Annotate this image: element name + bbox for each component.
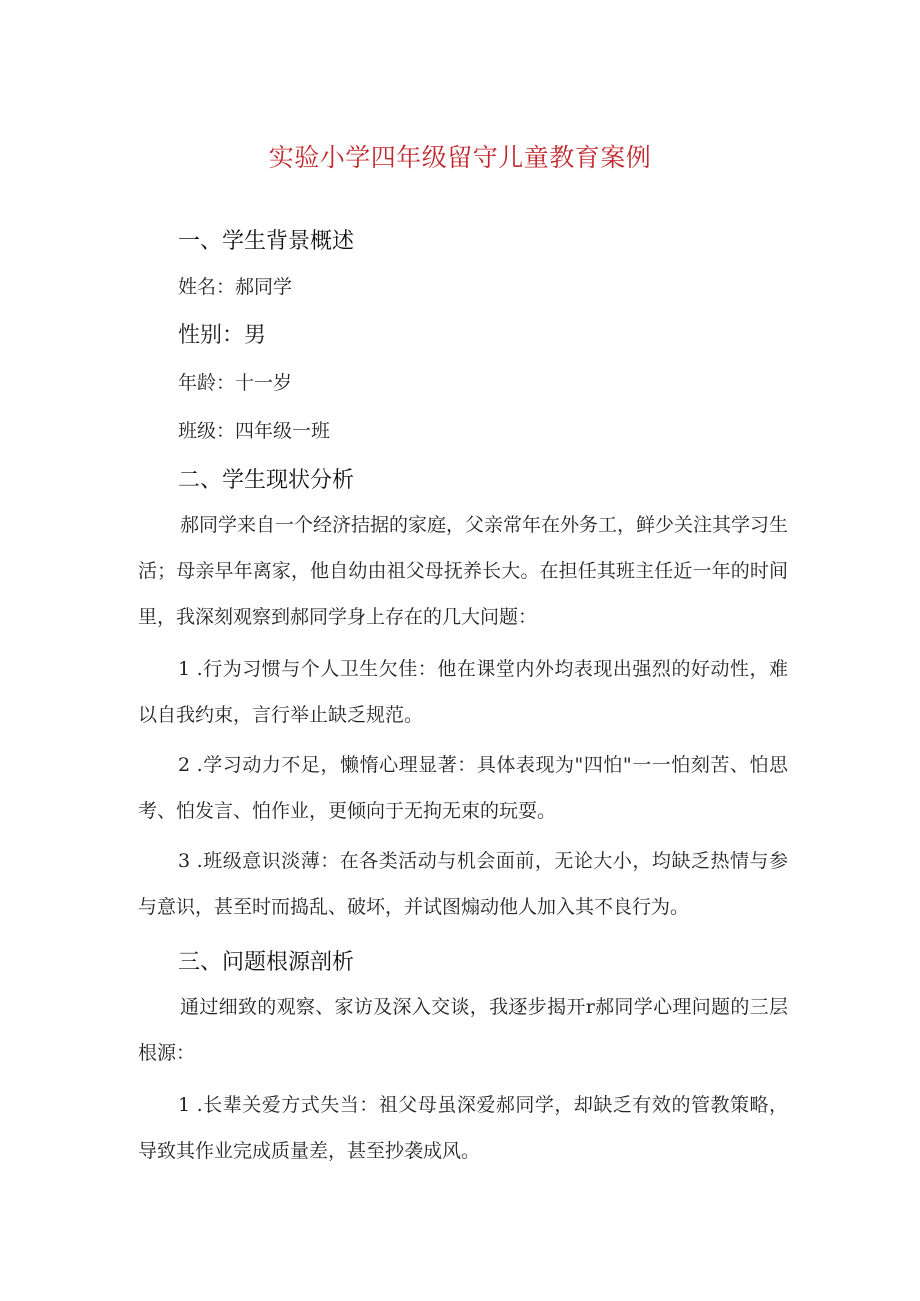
document-title: 实验小学四年级留守儿童教育案例 (268, 143, 652, 172)
student-name-line: 姓名：郝同学 (178, 276, 293, 298)
section3-item-1: 1 .长辈关爱方式失当：祖父母虽深爱郝同学，却缺乏有效的管教策略，导致其作业完成质量差，甚至抄袭成风。 (138, 1094, 788, 1162)
student-gender-line: 性别：男 (178, 323, 267, 348)
section2-intro-paragraph: 郝同学来自一个经济拮据的家庭，父亲常年在外务工，鲜少关注其学习生活；母亲早年离家，他自幼由祖父母抚养长大。在担任其班主任近一年的时间里，我深刻观察到郝同学身上存在的几大问题： (138, 514, 789, 628)
student-class-line: 班级：四年级一班 (178, 420, 331, 442)
section2-heading: 二、学生现状分析 (178, 468, 355, 493)
section3-heading: 三、问题根源剖析 (178, 950, 355, 975)
section3-intro-paragraph: 通过细致的观察、家访及深入交谈，我逐步揭开r郝同学心理问题的三层根源： (138, 996, 788, 1064)
section2-item-3: 3 .班级意识淡薄：在各类活动与机会面前，无论大小，均缺乏热情与参与意识，甚至时而捣乱、破坏，并试图煽动他人加入其不良行为。 (138, 850, 788, 918)
section1-heading: 一、学生背景概述 (178, 229, 355, 254)
student-age-line: 年龄：十一岁 (178, 372, 293, 394)
section2-item-1: 1 .行为习惯与个人卫生欠佳：他在课堂内外均表现出强烈的好动性，难以自我约束，言行举止缺乏规范。 (138, 658, 788, 726)
section2-item-2: 2 .学习动力不足，懒惰心理显著：具体表现为"四怕"一一怕刻苦、怕思考、怕发言、怕作业，更倾向于无拘无束的玩耍。 (138, 754, 788, 822)
